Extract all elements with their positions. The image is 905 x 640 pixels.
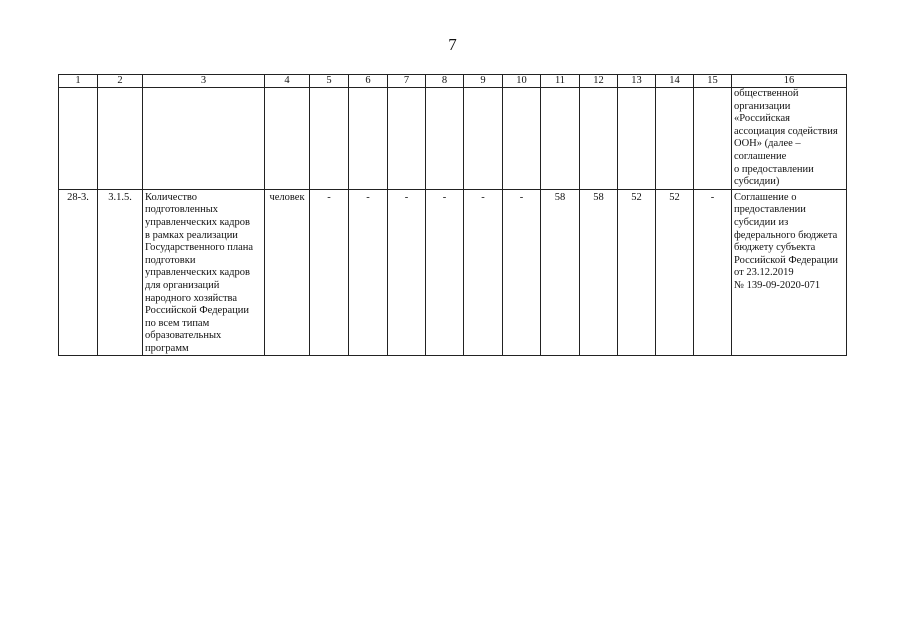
cell-empty <box>98 88 143 190</box>
indicator-table <box>58 74 847 356</box>
cell-empty <box>503 88 541 190</box>
value-cell-col-13: 52 <box>618 189 656 356</box>
header-col-14: 14 <box>656 75 694 88</box>
agreement-line: предоставлении <box>734 204 806 216</box>
header-col-6: 6 <box>349 75 388 88</box>
cell-empty <box>388 88 426 190</box>
indicator-name-line: Количество <box>145 191 198 203</box>
row-number-cell: 28-3. <box>59 189 98 356</box>
indicator-name-line: подготовленных <box>145 204 219 216</box>
agreement-continuation-line: «Российская <box>734 113 790 125</box>
cell-empty <box>310 88 349 190</box>
cell-empty <box>656 88 694 190</box>
indicator-name-line: в рамках реализации <box>145 229 238 241</box>
value-cell-col-14: 52 <box>656 189 694 356</box>
cell-empty <box>265 88 310 190</box>
cell-empty <box>580 88 618 190</box>
indicator-name-line: управленческих кадров <box>145 216 250 228</box>
table-row-continuation <box>59 88 847 190</box>
agreement-continuation-line: ООН» (далее – <box>734 138 801 150</box>
value-cell-col-6: - <box>349 189 388 356</box>
header-col-7: 7 <box>388 75 426 88</box>
column-number-header-row <box>59 75 847 88</box>
cell-empty <box>694 88 732 190</box>
agreement-line: федерального бюджета <box>734 229 838 241</box>
cell-empty <box>541 88 580 190</box>
cell-empty <box>618 88 656 190</box>
indicator-name-line: образовательных <box>145 330 222 342</box>
header-col-13: 13 <box>618 75 656 88</box>
value-cell-col-11: 58 <box>541 189 580 356</box>
agreement-continuation-line: о предоставлении <box>734 163 814 175</box>
indicator-name-line: по всем типам <box>145 317 210 329</box>
cell-empty <box>426 88 464 190</box>
indicator-name-cell <box>143 189 265 356</box>
agreement-continuation-cell <box>732 88 847 190</box>
agreement-line: субсидии из <box>734 216 789 228</box>
cell-empty <box>59 88 98 190</box>
value-cell-col-5: - <box>310 189 349 356</box>
header-col-2: 2 <box>98 75 143 88</box>
agreement-continuation-line: субсидии) <box>734 176 780 188</box>
indicator-name-line: программ <box>145 342 189 354</box>
cell-empty <box>349 88 388 190</box>
cell-empty <box>143 88 265 190</box>
table-row-indicator <box>59 189 847 356</box>
header-col-5: 5 <box>310 75 349 88</box>
page-number: 7 <box>448 35 457 54</box>
indicator-name-line: Российской Федерации <box>145 305 249 317</box>
agreement-continuation-line: организации <box>734 100 791 112</box>
value-cell-col-12: 58 <box>580 189 618 356</box>
header-col-12: 12 <box>580 75 618 88</box>
header-col-3: 3 <box>143 75 265 88</box>
value-cell-col-7: - <box>388 189 426 356</box>
indicator-name-line: народного хозяйства <box>145 292 238 304</box>
agreement-continuation-line: ассоциация содействия <box>734 125 838 137</box>
value-cell-col-15: - <box>694 189 732 356</box>
header-col-4: 4 <box>265 75 310 88</box>
header-col-1: 1 <box>59 75 98 88</box>
indicator-name-line: управленческих кадров <box>145 267 250 279</box>
header-col-15: 15 <box>694 75 732 88</box>
indicator-name-line: Государственного плана <box>145 242 254 254</box>
value-cell-col-8: - <box>426 189 464 356</box>
indicator-name-line: подготовки <box>145 254 196 266</box>
agreement-continuation-line: соглашение <box>734 150 787 162</box>
header-col-11: 11 <box>541 75 580 88</box>
header-col-16: 16 <box>732 75 847 88</box>
value-cell-col-10: - <box>503 189 541 356</box>
agreement-cell <box>732 189 847 356</box>
agreement-line: бюджету субъекта <box>734 242 816 254</box>
cell-empty <box>464 88 503 190</box>
agreement-line: № 139-09-2020-071 <box>734 279 821 291</box>
agreement-line: Соглашение о <box>734 191 797 203</box>
header-col-10: 10 <box>503 75 541 88</box>
indicator-name-line: для организаций <box>145 279 220 291</box>
indicator-code-cell: 3.1.5. <box>98 189 143 356</box>
agreement-continuation-line: общественной <box>734 88 799 99</box>
header-col-8: 8 <box>426 75 464 88</box>
value-cell-col-9: - <box>464 189 503 356</box>
header-col-9: 9 <box>464 75 503 88</box>
agreement-line: от 23.12.2019 <box>734 267 794 279</box>
unit-cell: человек <box>265 189 310 356</box>
agreement-line: Российской Федерации <box>734 254 838 266</box>
